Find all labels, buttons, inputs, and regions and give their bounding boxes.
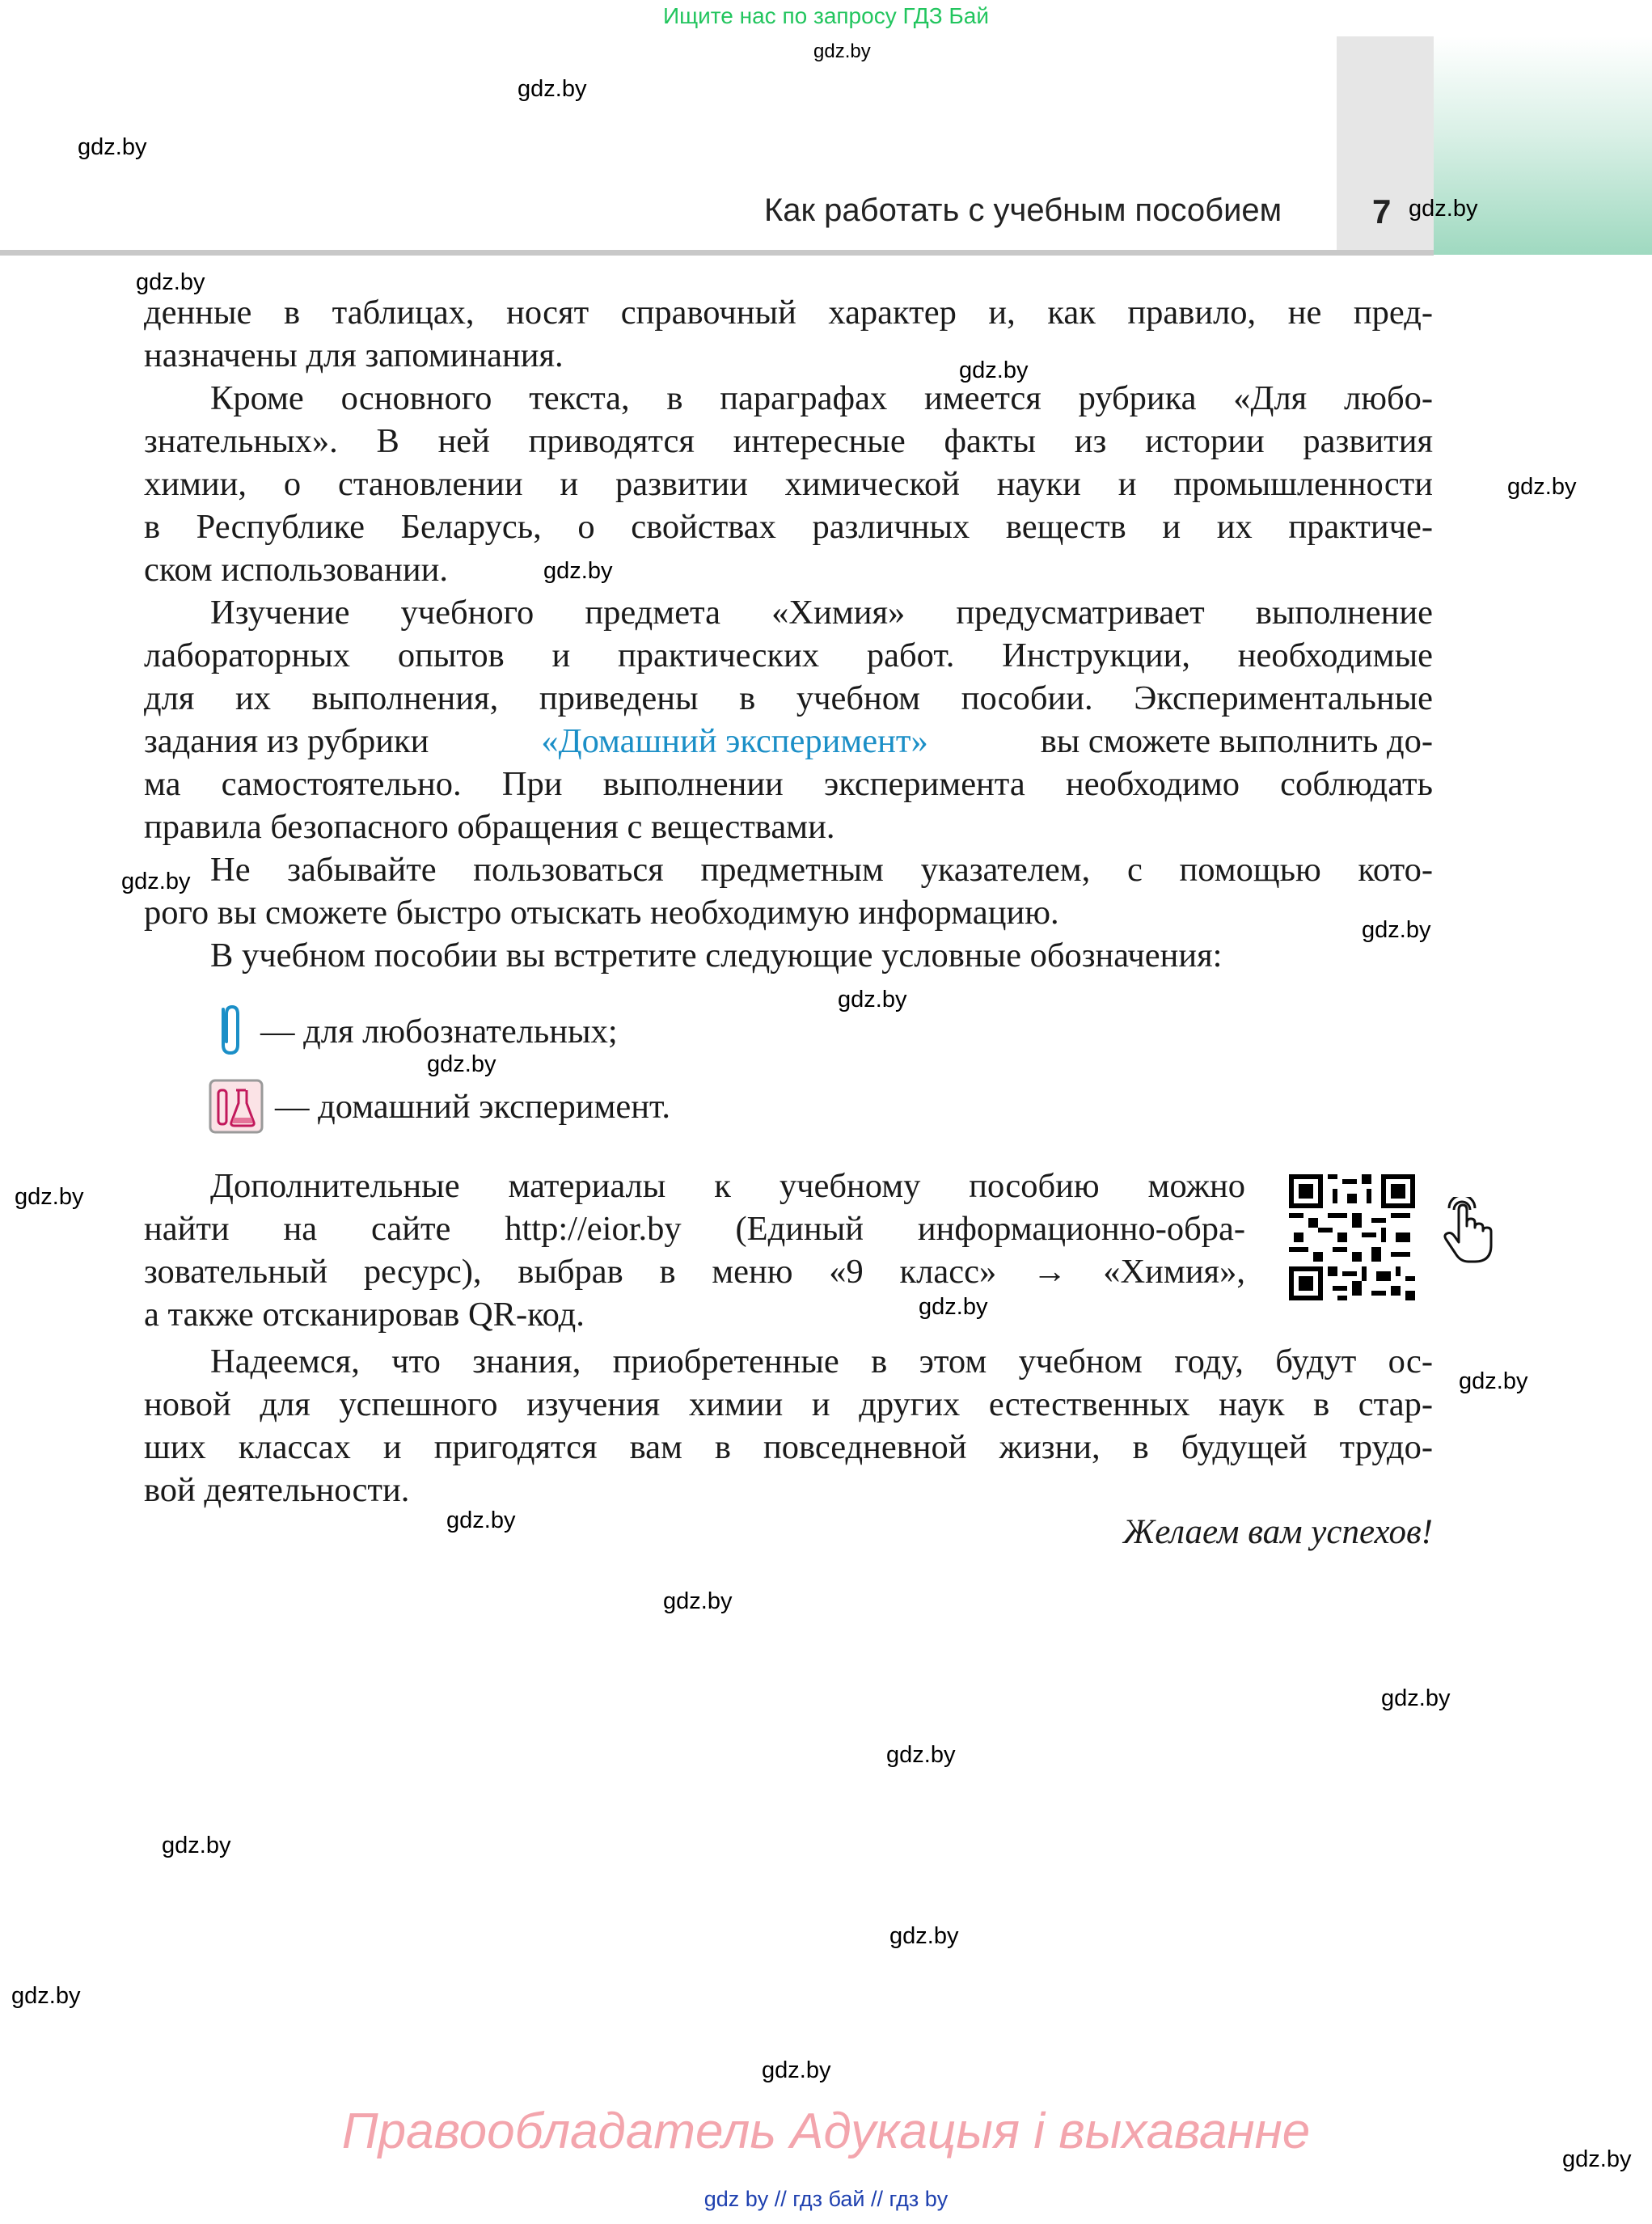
text-line [144, 720, 1433, 763]
watermark: gdz.by [1362, 917, 1431, 943]
signature: Желаем вам успехов! [1122, 1513, 1433, 1551]
text-line: Дополнительные материалы к учебному пособию можно [210, 1167, 1245, 1205]
text-line: денные в таблицах, носят справочный характер и, как правило, не пред- [144, 294, 1433, 332]
watermark: gdz.by [663, 1588, 733, 1614]
running-title: Как работать с учебным пособием [764, 192, 1282, 228]
watermark: gdz.by [1409, 196, 1478, 222]
home-experiment-link[interactable]: «Домашний эксперимент» [541, 722, 928, 760]
text-line: для их выполнения, приведены в учебном пособии. Экспериментальные [144, 679, 1433, 717]
text-fragment: задания из рубрики [144, 722, 429, 760]
watermark: gdz.by [543, 558, 613, 584]
flask-icon [209, 1079, 264, 1134]
watermark: gdz.by [518, 76, 587, 102]
text-line: найти на сайте http://eior.by (Единый информационно-обра- [144, 1210, 1245, 1248]
watermark: gdz.by [889, 1923, 959, 1949]
text-line: в Республике Беларусь, о свойствах различных веществ и их практиче- [144, 508, 1433, 546]
paperclip-icon [209, 1003, 249, 1059]
text-line: Надеемся, что знания, приобретенные в этом учебном году, будут ос- [210, 1342, 1433, 1380]
watermark: gdz.by [1459, 1368, 1528, 1394]
legend-experiment [209, 1078, 670, 1135]
legend-text: — для любознательных; [260, 1012, 618, 1051]
watermark: gdz.by [919, 1294, 988, 1320]
watermark: gdz.by [78, 134, 147, 160]
text-line: лабораторных опытов и практических работ. Инструкции, необходимые [144, 636, 1433, 674]
watermark: gdz.by [121, 869, 191, 894]
text-line: знательных». В ней приводятся интересные факты из истории развития [144, 422, 1433, 460]
text-line: химии, о становлении и развитии химической науки и промышленности [144, 465, 1433, 503]
watermark: gdz.by [838, 987, 907, 1013]
watermark: gdz.by [136, 269, 205, 295]
text-line: назначены для запоминания. [144, 336, 564, 374]
watermark: gdz.by [762, 2057, 831, 2083]
text-fragment: вы сможете выполнить до- [1040, 722, 1433, 760]
text-line: а также отсканировав QR-код. [144, 1296, 585, 1334]
watermark: gdz.by [1381, 1685, 1451, 1711]
watermark: gdz.by [446, 1507, 516, 1533]
text-line: новой для успешного изучения химии и других естественных наук в стар- [144, 1385, 1433, 1423]
footer-links[interactable]: gdz by // гдз бай // гдз by [703, 2187, 949, 2211]
legend-curious [209, 1003, 618, 1059]
text-line: правила безопасного обращения с веществами. [144, 808, 835, 846]
legend-text: — домашний эксперимент. [275, 1087, 671, 1126]
text-line: ском использовании. [144, 551, 448, 589]
search-banner: Ищите нас по запросу ГДЗ Бай [662, 3, 990, 28]
watermark: gdz.by [162, 1833, 231, 1858]
watermark: gdz.by [427, 1051, 496, 1077]
text-line: ма самостоятельно. При выполнении эксперимента необходимо соблюдать [144, 765, 1433, 803]
text-line: Не забывайте пользоваться предметным указателем, с помощью кото- [210, 851, 1433, 889]
watermark: gdz.by [11, 1983, 81, 2009]
text-line: зовательный ресурс), выбрав в меню «9 класс» → «Химия», [144, 1253, 1245, 1291]
copyright-notice: Правообладатель Адукацыя і выхаванне [341, 2103, 1311, 2159]
watermark: gdz.by [813, 40, 871, 62]
page-number: 7 [1372, 192, 1392, 230]
qr-code[interactable] [1289, 1174, 1415, 1300]
text-line: рого вы сможете быстро отыскать необходимую информацию. [144, 894, 1059, 932]
watermark: gdz.by [1562, 2146, 1632, 2172]
text-line: вой деятельности. [144, 1471, 410, 1509]
text-line: ших классах и пригодятся вам в повседневной жизни, в будущей трудо- [144, 1428, 1433, 1466]
text-line: В учебном пособии вы встретите следующие условные обозначения: [210, 937, 1223, 975]
watermark: gdz.by [959, 357, 1029, 383]
watermark: gdz.by [1507, 474, 1577, 500]
text-line: Кроме основного текста, в параграфах имеется рубрика «Для любо- [210, 379, 1433, 417]
watermark: gdz.by [886, 1742, 956, 1768]
watermark: gdz.by [15, 1184, 84, 1210]
tap-hand-icon [1439, 1197, 1496, 1265]
text-line: Изучение учебного предмета «Химия» предусматривает выполнение [210, 594, 1433, 632]
header-rule [0, 250, 1434, 256]
